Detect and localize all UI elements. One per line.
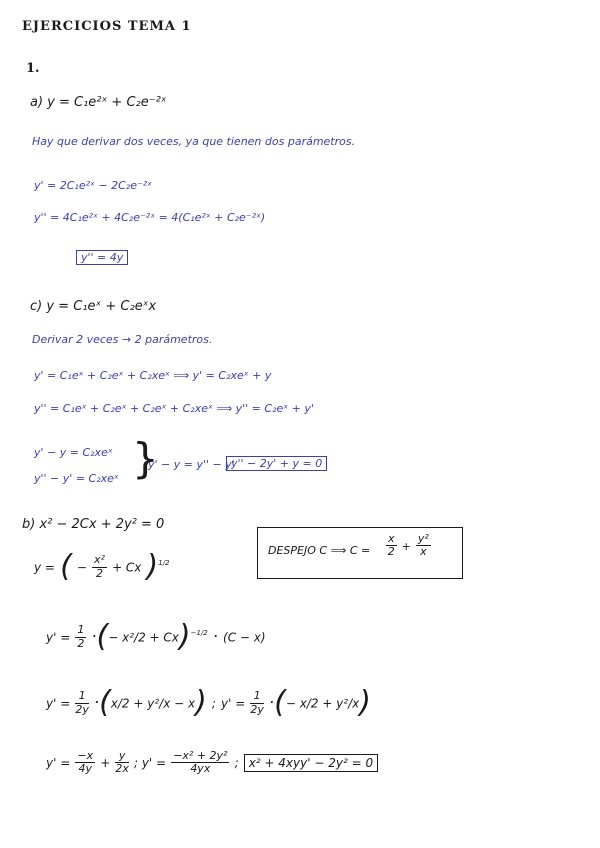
yprime-1: y' = $\frac{1}{2}$ ·(− x²/2 + Cx)$^{-1/2}$ · (C − x) — [46, 619, 266, 654]
yp2b-frac-num: 1 — [250, 690, 264, 703]
y-rest: + Cx — [112, 560, 142, 575]
part-c-system-eq-1: y' − y = C₂xeˣ — [34, 446, 113, 459]
despejo-plus: + — [401, 540, 411, 554]
yp2-lhs: y' = — [46, 696, 71, 711]
yp1-frac-num: 1 — [77, 623, 85, 637]
yp3-lhs: y' = — [46, 756, 71, 771]
yprime-3 — [46, 750, 378, 775]
part-a-first-derivative: y' = 2C₁e²ˣ − 2C₂e⁻²ˣ — [34, 179, 153, 192]
y-expression: y = ( − $\frac{\text{x²}}{2}$ + Cx )$^{1/2}$ — [34, 549, 170, 584]
yp2-sep: ; — [211, 696, 216, 711]
part-b-equation: b) x² − 2Cx + 2y² = 0 — [22, 517, 165, 532]
despejo-frac2-num: y² — [417, 532, 429, 545]
despejo-label: DESPEJO C ⟹ C = — [268, 544, 371, 557]
part-a-result-box: y'' = 4y — [76, 250, 128, 265]
yp2b-lhs: y' = — [221, 696, 246, 711]
part-a-note: Hay que derivar dos veces, ya que tienen dos parámetros. — [32, 135, 356, 148]
yp2-frac-den: 2y — [75, 702, 89, 716]
part-b-result-box: x² + 4xyy' − 2y² = 0 — [244, 754, 378, 772]
yp1-lhs: y' = — [46, 630, 71, 645]
yp3-frac-b-num: y — [115, 750, 129, 763]
part-c-note: Derivar 2 veces → 2 parámetros. — [32, 333, 213, 346]
part-a-equation: a) y = C₁e²ˣ + C₂e⁻²ˣ — [30, 95, 167, 110]
part-c-first-derivative: y' = C₁eˣ + C₂eˣ + C₂xeˣ ⟹ y' = C₂xeˣ + y — [34, 369, 272, 382]
despejo-frac1-num: x — [388, 532, 395, 545]
yp1-tail: (C − x) — [223, 630, 266, 645]
page-title: EJERCICIOS TEMA 1 — [22, 19, 192, 34]
yp1-inner: − x²/2 + Cx — [108, 630, 179, 645]
yp3-plus: + — [100, 756, 111, 771]
yp1-exponent: −1/2 — [190, 629, 208, 638]
yp2b-frac-den: 2y — [250, 702, 264, 716]
despejo-frac2-den: x — [420, 545, 427, 559]
yp3-frac-b-den: 2x — [115, 762, 129, 776]
yp3-sep: ; y' = — [133, 756, 167, 771]
exercise-number: 1. — [26, 61, 40, 76]
y-frac-den: 2 — [96, 566, 103, 580]
yp3-semicolon: ; — [234, 756, 239, 771]
yp1-frac-den: 2 — [77, 636, 85, 650]
despejo-expression — [386, 533, 431, 558]
y-frac-num: x² — [94, 553, 105, 567]
yp3-frac-a-den: 4y — [78, 762, 92, 776]
yp3-frac-c-num: −x² + 2y² — [173, 749, 228, 762]
part-c-second-derivative: y'' = C₁eˣ + C₂eˣ + C₂eˣ + C₂xeˣ ⟹ y'' = C₂eˣ + y' — [34, 402, 314, 415]
y-minus: − — [76, 560, 87, 575]
yp3-frac-a-num: −x — [77, 749, 94, 762]
y-exponent: 1/2 — [158, 559, 170, 568]
y-lhs: y = — [34, 560, 55, 575]
yp2-inner: x/2 + y²/x − x — [110, 696, 196, 711]
yp2-frac-num: 1 — [75, 690, 89, 703]
yp3-frac-c-den: 4yx — [190, 762, 211, 776]
despejo-frac1-den: 2 — [387, 545, 395, 559]
yp2b-inner: − x/2 + y²/x — [285, 696, 360, 711]
system-brace: } — [132, 434, 159, 483]
part-c-conclusion: y' − y = y'' − y' — [148, 458, 235, 471]
part-c-result-box: y'' − 2y' + y = 0 — [226, 456, 327, 471]
part-c-equation: c) y = C₁eˣ + C₂eˣx — [30, 299, 157, 314]
part-c-system-eq-2: y'' − y' = C₂xeˣ — [34, 472, 119, 485]
part-a-second-derivative: y'' = 4C₁e²ˣ + 4C₂e⁻²ˣ = 4(C₁e²ˣ + C₂e⁻²ˣ) — [34, 211, 266, 224]
yprime-2: y' = $\frac{1}{2y}$ ·(x/2 + y²/x − x) ; y' = $\frac{1}{2y}$ ·(− x/2 + y²/x) — [46, 685, 371, 720]
